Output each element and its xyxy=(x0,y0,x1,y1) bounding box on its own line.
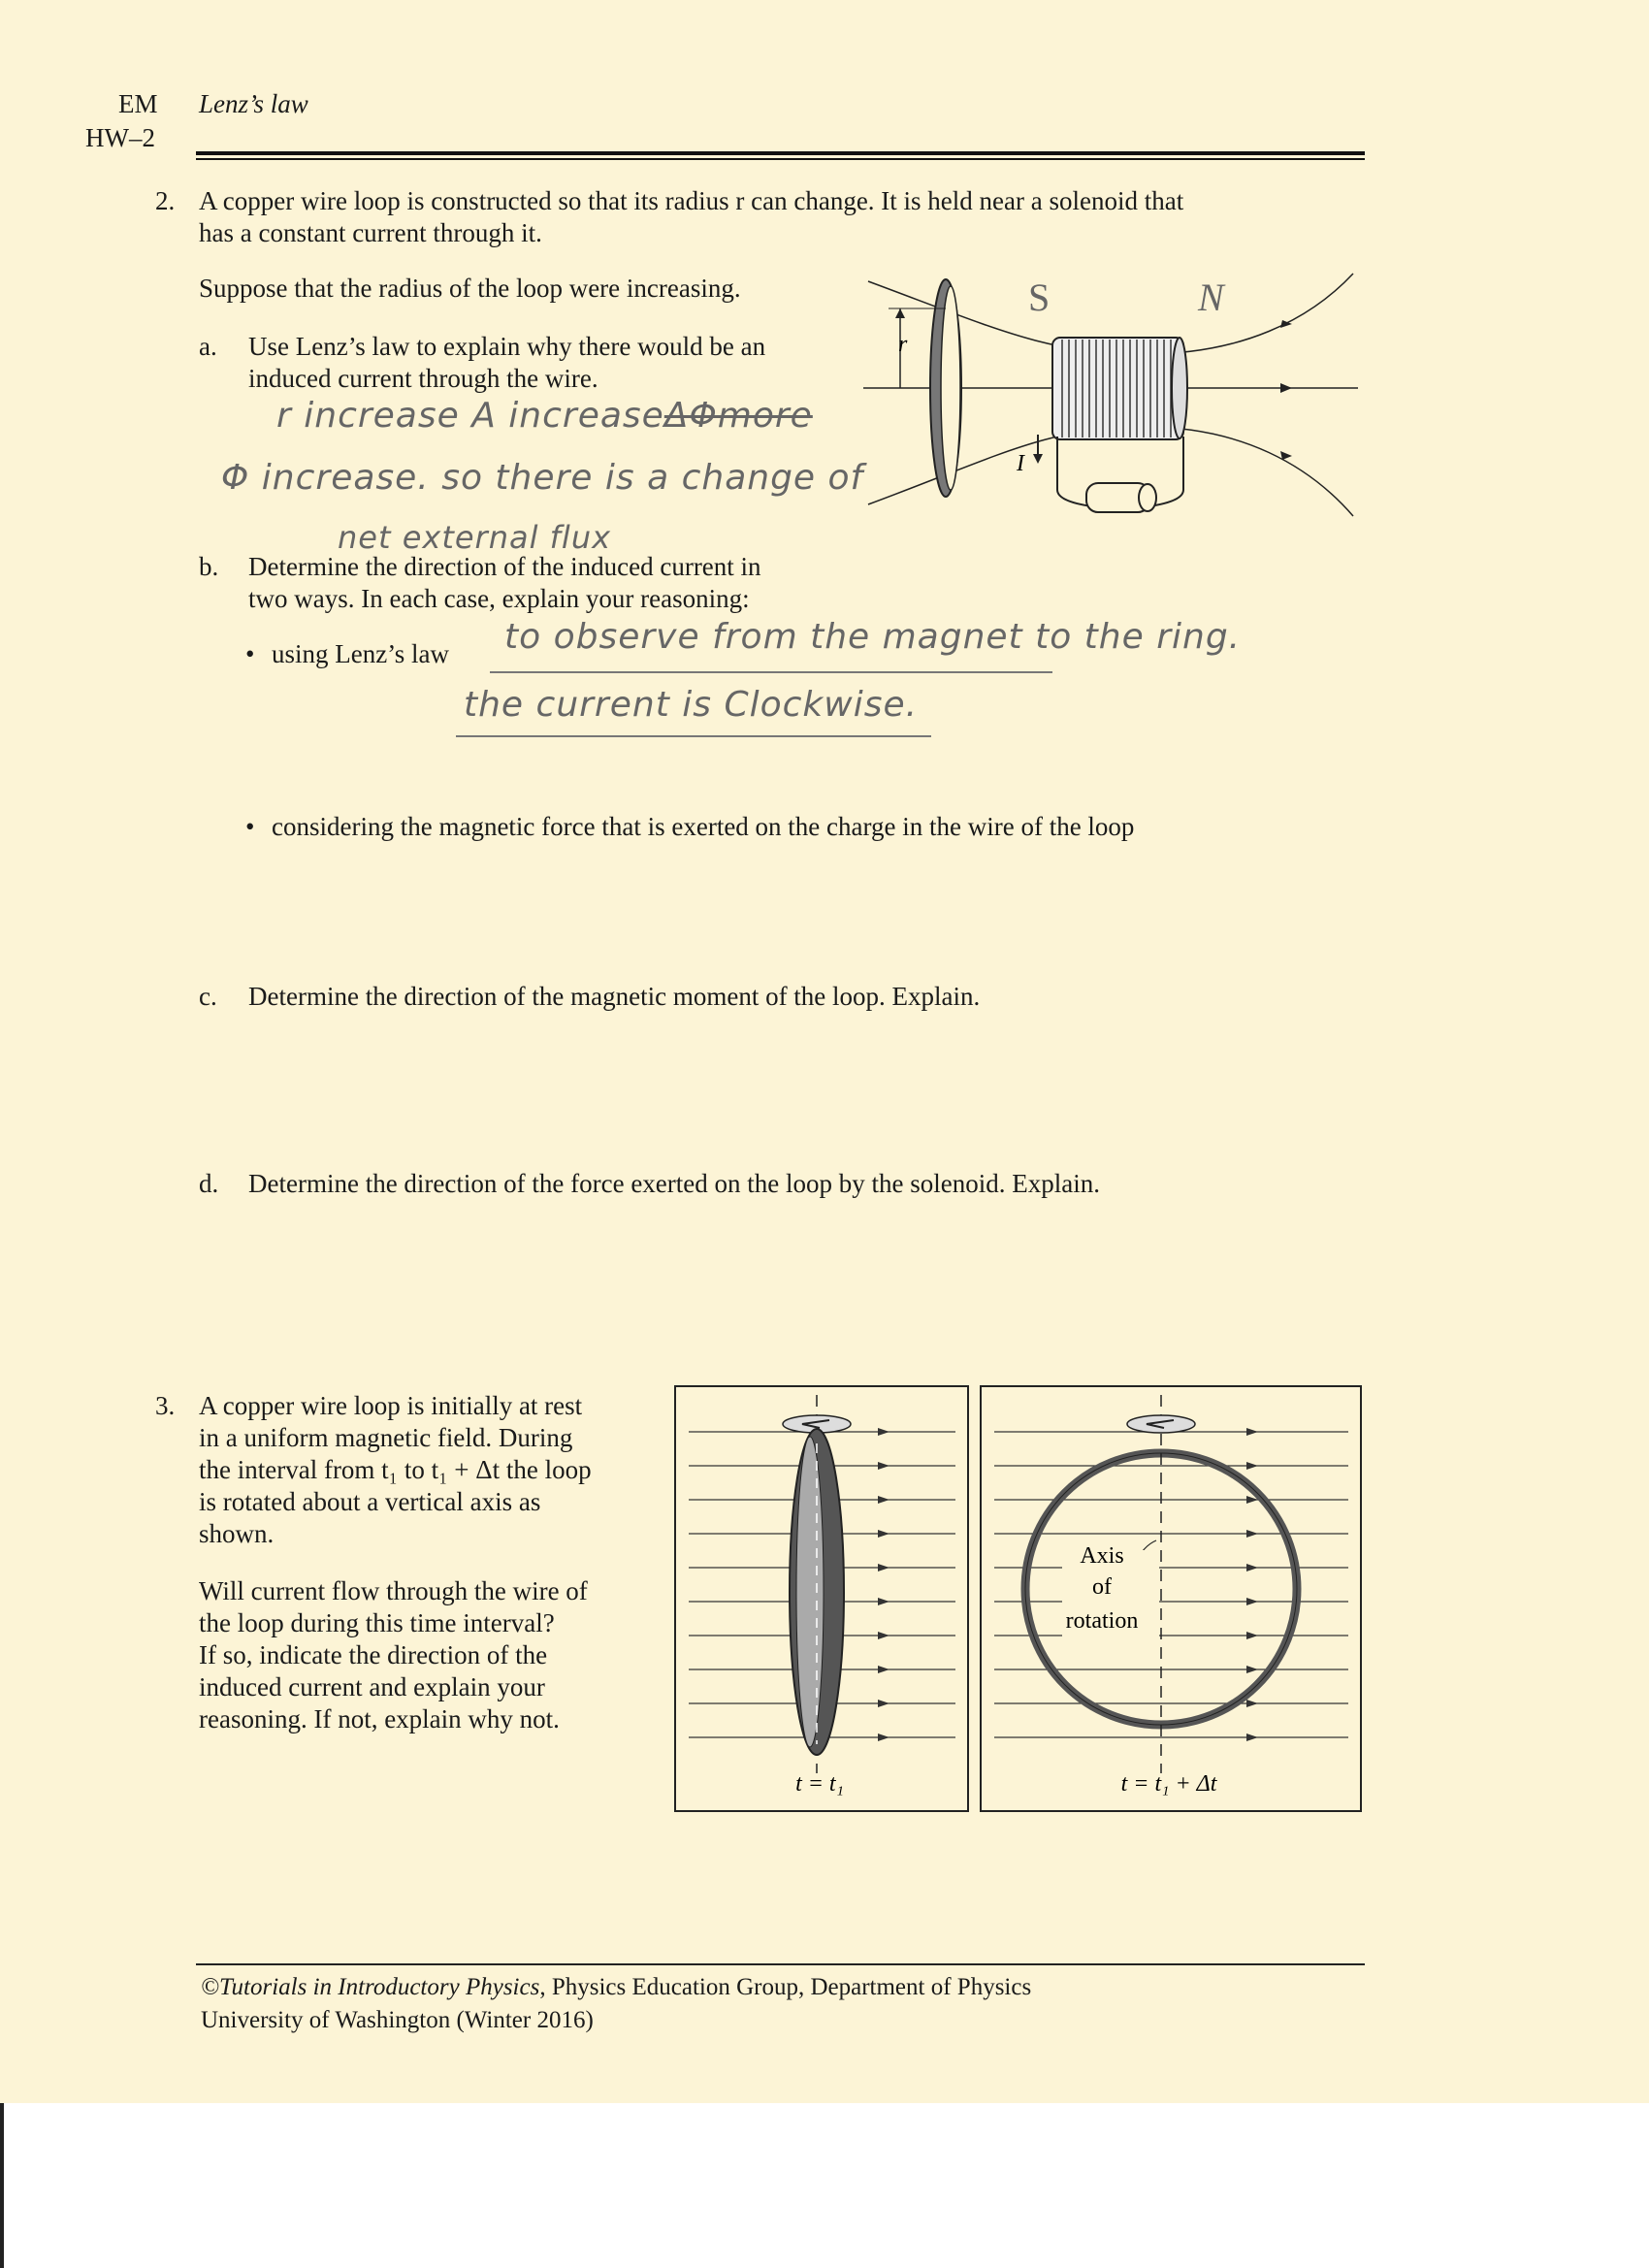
footer-line2: University of Washington (Winter 2016) xyxy=(201,2007,594,2033)
q2-number: 2. xyxy=(155,186,176,215)
q2b-letter: b. xyxy=(199,552,219,581)
current-label: I xyxy=(1017,451,1024,476)
q3-line: the interval from t₁ to t₁ + Δt the loop xyxy=(199,1455,592,1484)
bullet-dot: • xyxy=(245,639,255,668)
q2d-text: Determine the direction of the force exerted on the loop by the solenoid. Explain. xyxy=(248,1169,1100,1198)
handwritten-answer-line4: to observe from the magnet to the ring. xyxy=(504,617,1242,657)
loop-at-t1-plus-dt-figure xyxy=(980,1385,1363,1812)
handwritten-text: r increase A increase xyxy=(276,396,664,436)
handwritten-answer-line3: net external flux xyxy=(338,519,612,556)
axis-label-line1: Axis xyxy=(1080,1543,1124,1569)
q3-line: in a uniform magnetic field. During xyxy=(199,1423,573,1452)
t1-label: t = t₁ xyxy=(795,1771,844,1797)
q2b-bullet1: using Lenz’s law xyxy=(272,639,449,668)
q2b-bullet2: considering the magnetic force that is exerted on the charge in the wire of the loop xyxy=(272,812,1135,841)
course-code: EM xyxy=(118,89,158,118)
header-rule-thin xyxy=(196,158,1365,160)
q2a-line1: Use Lenz’s law to explain why there would be an xyxy=(248,332,766,361)
page-title: Lenz’s law xyxy=(199,89,308,118)
q2c-text: Determine the direction of the magnetic moment of the loop. Explain. xyxy=(248,982,981,1011)
bullet-dot: • xyxy=(245,812,255,841)
q3-number: 3. xyxy=(155,1391,176,1420)
q3-question-line: Will current flow through the wire of xyxy=(199,1576,588,1605)
footer-publisher: , Physics Education Group, Department of Physics xyxy=(539,1974,1032,2000)
answer-line xyxy=(490,671,1052,673)
south-pole-label: S xyxy=(1028,275,1051,319)
handwritten-answer-line1 xyxy=(276,396,813,436)
q2d-letter: d. xyxy=(199,1169,219,1198)
q3-line: shown. xyxy=(199,1519,275,1548)
north-pole-label: N xyxy=(1198,275,1224,319)
radius-label: r xyxy=(898,332,908,357)
q2c-letter: c. xyxy=(199,982,217,1011)
axis-label-line3: rotation xyxy=(1065,1608,1139,1634)
q2b-line1: Determine the direction of the induced current in xyxy=(248,552,761,581)
q2-intro-line2: has a constant current through it. xyxy=(199,218,542,247)
q3-line: is rotated about a vertical axis as xyxy=(199,1487,541,1516)
handwritten-struck-text: ΔΦmore xyxy=(663,396,813,436)
q2a-line2: induced current through the wire. xyxy=(248,364,598,393)
solenoid-loop-figure xyxy=(854,262,1377,534)
handwritten-answer-line5: the current is Clockwise. xyxy=(464,685,919,725)
header-rule-thick xyxy=(196,151,1365,155)
q2-intro-line1: A copper wire loop is constructed so that its radius r can change. It is held near a solenoid that xyxy=(199,186,1184,215)
q3-question-line: induced current and explain your xyxy=(199,1672,545,1701)
q3-line: A copper wire loop is initially at rest xyxy=(199,1391,583,1420)
t1-plus-dt-label: t = t₁ + Δt xyxy=(1120,1771,1217,1797)
footer-line1 xyxy=(201,1972,1031,2003)
footer-rule xyxy=(196,1963,1365,1965)
q2-suppose: Suppose that the radius of the loop were increasing. xyxy=(199,274,741,303)
q3-question-line: If so, indicate the direction of the xyxy=(199,1640,548,1669)
loop-at-t1-figure xyxy=(674,1385,970,1812)
footer-publication: ©Tutorials in Introductory Physics xyxy=(201,1974,540,2000)
q2b-line2: two ways. In each case, explain your reasoning: xyxy=(248,584,750,613)
q3-question-line: reasoning. If not, explain why not. xyxy=(199,1704,560,1733)
homework-number: HW–2 xyxy=(85,123,155,152)
q2a-letter: a. xyxy=(199,332,217,361)
scan-edge xyxy=(0,2103,4,2268)
handwritten-answer-line2: Φ increase. so there is a change of xyxy=(221,458,864,498)
axis-label-line2: of xyxy=(1092,1574,1112,1600)
q3-question-line: the loop during this time interval? xyxy=(199,1608,555,1637)
answer-line xyxy=(456,735,931,737)
